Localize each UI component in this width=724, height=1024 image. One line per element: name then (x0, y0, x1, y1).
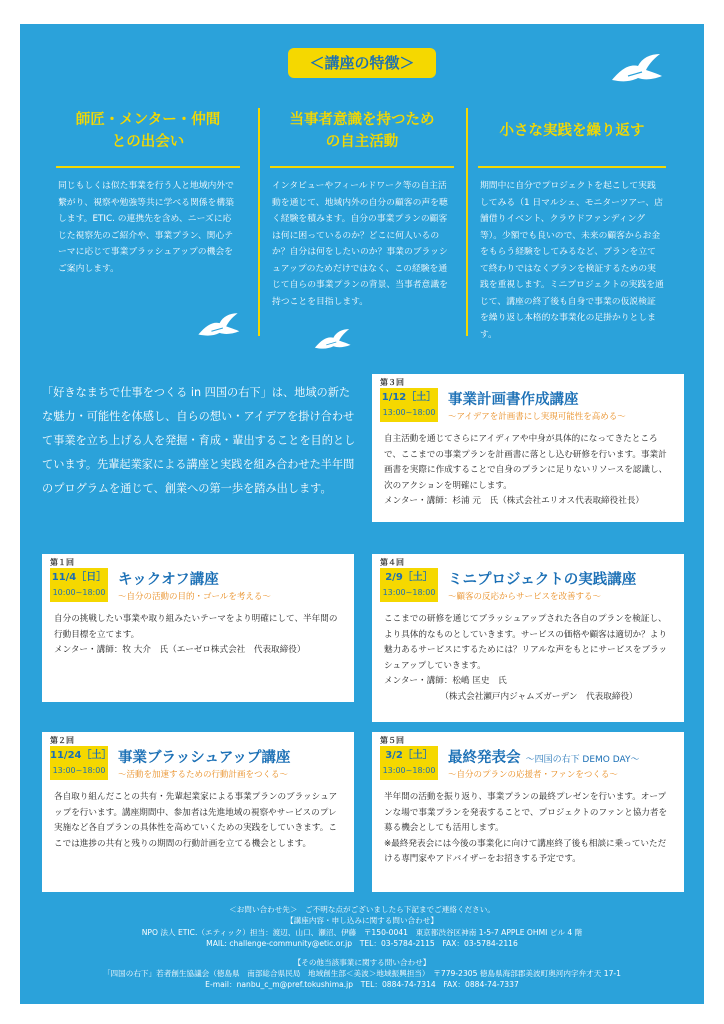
seagull-icon (312, 326, 352, 358)
feature-mentors (50, 104, 246, 277)
feature-title: 小さな実践を繰り返す (499, 123, 645, 139)
session-card-1 (42, 554, 354, 702)
feature-title: 師匠・メンター・仲間 との出会い (75, 112, 221, 150)
session-number: 第２回 (50, 736, 74, 745)
session-number: 第３回 (380, 378, 404, 387)
session-date: 11/4［日］ 10:00~18:00 (50, 568, 108, 602)
session-title: 最終発表会 ～四国の右下 DEMO DAY～ (448, 750, 640, 766)
session-note: ※最終発表会には今後の事業化に向けて講座終了後も相談に乗っていただける専門家やアドバイザーをお招きする予定です。 (384, 838, 667, 864)
session-card-3 (372, 374, 684, 522)
poster (20, 24, 704, 1004)
session-subtitle: ～顧客の反応からサービスを改善する～ (448, 592, 602, 602)
session-title: 事業計画書作成講座 (448, 392, 579, 408)
session-number: 第１回 (50, 558, 74, 567)
contact-section-title: 【講座内容・申し込みに関する問い合わせ】 (286, 916, 438, 926)
session-body: 各自取り組んだことの共有・先輩起業家による事業プランのブラッシュアップを行います。講座期間中、参加者は先進地域の視察やサービスのプレ実施など各自プランの具体性を高めていくための実践をしていきます。ここでは進捗の共有と残りの期間の行動計画を立てる機会とします。 (54, 792, 338, 849)
contact-mail[interactable]: MAIL: challenge-community@etic.or.jp TEL：03-5784-2115 FAX：03-5784-2116 (206, 939, 518, 949)
divider (270, 166, 454, 168)
session-card-2 (42, 732, 354, 892)
session-title: 事業ブラッシュアップ講座 (118, 750, 291, 766)
session-body: 半年間の活動を振り返り、事業プランの最終プレゼンを行います。オープンな場で事業プランを発表することで、プロジェクトのファンと協力者を募る機会としても活用します。 ※最終発表会には今後の事業化に向けて講座終了後も相談に乗っていただける専門家やアドバイザーをお招きする予定です。 (384, 790, 674, 868)
feature-title: 当事者意識を持つため の自主活動 (289, 112, 435, 150)
feature-body: 同じもしくは似た事業を行う人と地域内外で繋がり、視察や勉強等共に学べる関係を構築します。ETIC. の連携先を含め、ニーズに応じた視察先のご紹介や、事業プラン、関心テーマに応じて事業ブラッシュアップの機会をご案内します。 (58, 181, 234, 274)
feature-body: 期間中に自分でプロジェクトを起こして実践してみる（1 日マルシェ、モニターツアー、店舗借りイベント、クラウドファンディング等）。少額でも良いので、未来の顧客からお金をもらう経験をしてみるなど、プランを立てて終わりではなくプランを検証するための実践を重視します。ミニプロジェクトの実践を通じて、講座の終了後も自身で事業の仮説検証を繰り返し本格的な事業化の足掛かりとします。 (480, 181, 664, 340)
session-date: 2/9［土］ 13:00~18:00 (380, 568, 438, 602)
session-mentor-org: （株式会社瀬戸内ジャムズガーデン 代表取締役） (440, 691, 638, 702)
contact-footer (20, 904, 704, 991)
seagull-icon (608, 50, 664, 94)
feature-self-activity (264, 104, 460, 310)
session-number: 第５回 (380, 736, 404, 745)
contact-address: NPO 法人 ETIC.（エティック）担当：渡辺、山口、瀬沼、伊藤 〒150-0041 東京都渋谷区神南 1-5-7 APPLE OHMI ビル 4 階 (141, 927, 583, 937)
session-body: 自分の挑戦したい事業や取り組みたいテーマをより明確にして、半年間の行動目標を立てます。 メンター・講師：牧 大介 氏（エーゼロ株式会社 代表取締役） (54, 612, 344, 659)
seagull-icon (194, 310, 242, 346)
session-date: 11/24［土］ 13:00~18:00 (50, 746, 108, 780)
contact-mail[interactable]: E-mail：nanbu_c_m@pref.tokushima.jp TEL：0884-74-7314 FAX：0884-74-7337 (205, 980, 519, 990)
session-number: 第４回 (380, 558, 404, 567)
session-date: 3/2［土］ 13:00~18:00 (380, 746, 438, 780)
program-intro: 「好きなまちで仕事をつくる in 四国の右下」は、地域の新たな魅力・可能性を体感し、自らの想い・アイデアを掛け合わせて事業を立ち上げる人を発掘・育成・輩出することを目的としています。先輩起業家による講座と実践を組み合わせた半年間のプログラムを通じて、創業への第一歩を踏み出します。 (42, 386, 356, 495)
contact-heading: ＜お問い合わせ先＞ ご不明な点がございましたら下記までご連絡ください。 (229, 905, 495, 914)
session-subtitle: ～自分の活動の目的・ゴールを考える～ (118, 592, 271, 602)
session-title: ミニプロジェクトの実践講座 (448, 572, 637, 588)
session-mentor: メンター・講師：松嶋 匡史 氏 (384, 676, 507, 686)
feature-small-practice (472, 104, 672, 343)
session-body: ここまでの研修を通じてブラッシュアップされた各自のプランを検証し、より具体的なものとしていきます。サービスの価格や顧客は適切か？より魅力あるサービスにするためには？リアルな声をもとにサービスをブラッシュアップしていきます。 メンター・講師：松嶋 匡史 氏 （株式会社瀬戸内ジャムズガーデン 代表取締役） (384, 612, 674, 705)
session-body: 自主活動を通じてさらにアイディアや中身が具体的になってきたところで、ここまでの事業プランを計画書に落とし込む研修を行います。事業計画書を実際に作成することで自身のプランに足りないリソースを認識し、次のアクションを明確にします。 メンター・講師：杉浦 元 氏（株式会社エリオス代表取締役社長） (384, 432, 674, 510)
session-card-4 (372, 554, 684, 722)
session-mentor: メンター・講師：牧 大介 氏（エーゼロ株式会社 代表取締役） (54, 645, 306, 655)
session-subtitle: ～自分のプランの応援者・ファンをつくる～ (448, 770, 618, 780)
session-date: 1/12［土］ 13:00~18:00 (380, 388, 438, 422)
session-subtitle: ～活動を加速するための行動計画をつくる～ (118, 770, 289, 780)
session-mentor: メンター・講師：杉浦 元 氏（株式会社エリオス代表取締役社長） (384, 496, 645, 506)
contact-section-title: 【その他当該事業に関する問い合わせ】 (293, 957, 431, 967)
divider (478, 166, 666, 168)
feature-body: インタビューやフィールドワーク等の自主活動を通じて、地域内外の自分の顧客の声を聴く経験を積みます。自分の事業プランの顧客は何に困っているのか？どこに何人いるのか？自分は何をしたいのか？事業のブラッシュアップのためだけではなく、この経験を通じて自らの事業プランの背景、当事者意識を持つことを目指します。 (272, 181, 448, 307)
divider (258, 108, 260, 336)
session-subtitle: ～アイデアを計画書にし実現可能性を高める～ (448, 412, 626, 422)
session-title-suffix: ～四国の右下 DEMO DAY～ (525, 755, 640, 765)
divider (56, 166, 240, 168)
session-title: キックオフ講座 (118, 572, 219, 588)
session-card-5 (372, 732, 684, 892)
contact-address: 「四国の右下」若者創生協議会（徳島県 南部総合県民局 地域創生部＜美波＞地域振興担当） 〒779-2305 徳島県海部郡美波町奥河内字弁才天 17-1 (102, 969, 622, 979)
divider (466, 108, 468, 336)
features-badge: ＜講座の特徴＞ (288, 48, 436, 78)
